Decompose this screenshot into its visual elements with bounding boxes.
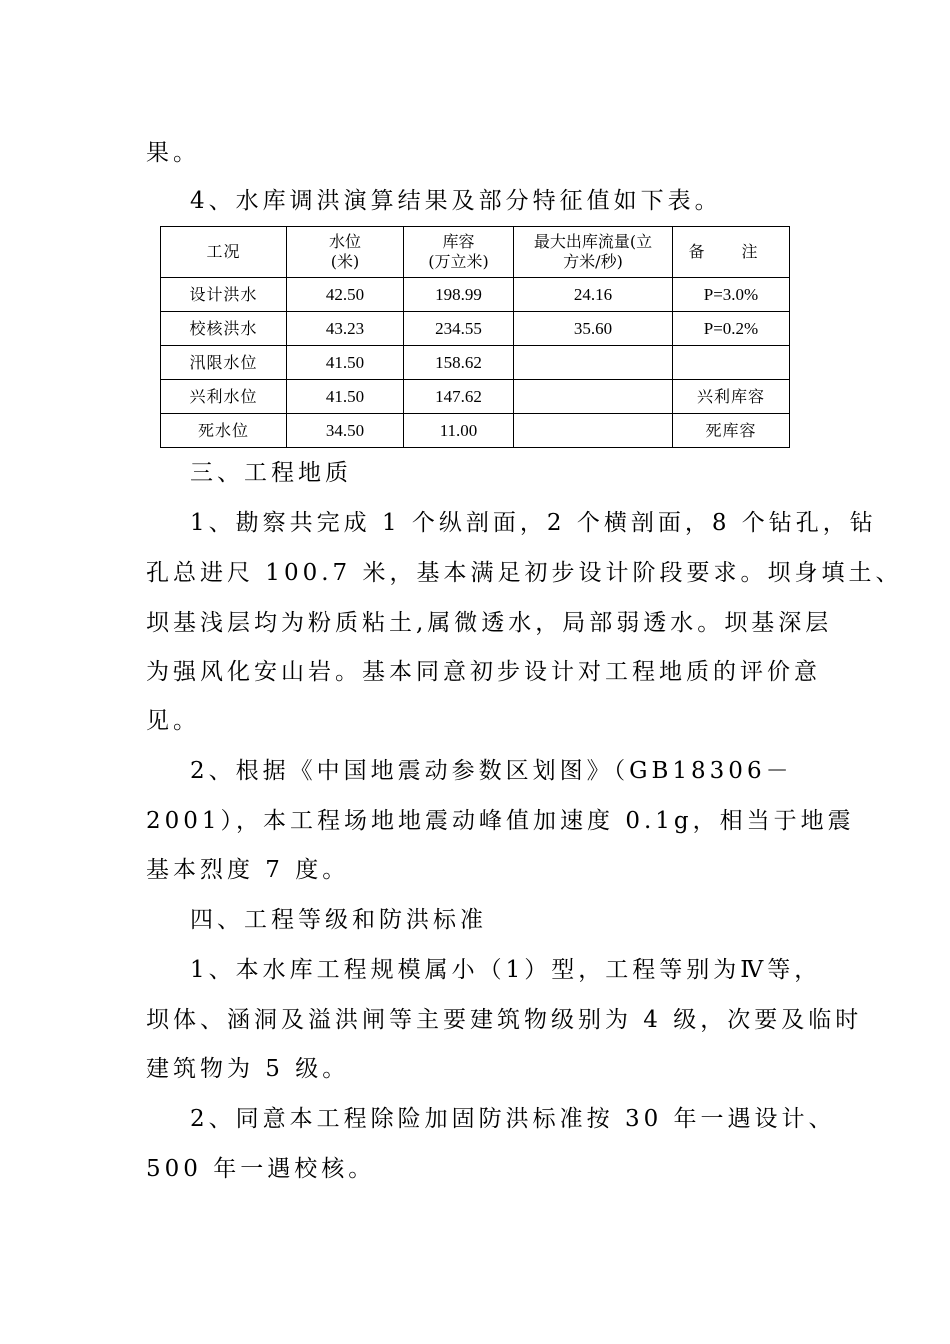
header-outflow-line2: 方米/秒)	[563, 252, 623, 271]
header-water-level-line1: 水位	[328, 232, 361, 251]
header-water-level-line2: (米)	[330, 252, 360, 271]
cell-remark: P=0.2%	[673, 312, 790, 346]
header-remark: 备 注	[673, 227, 790, 278]
paragraph-line: 孔总进尺 100.7 米，基本满足初步设计阶段要求。坝身填土、	[146, 560, 903, 586]
table-row	[161, 380, 790, 414]
cell-level: 41.50	[287, 380, 404, 414]
section-heading: 三、工程地质	[190, 460, 352, 486]
table-header-row	[161, 227, 790, 278]
header-outflow-line1: 最大出库流量(立	[533, 232, 653, 251]
cell-remark: P=3.0%	[673, 278, 790, 312]
cell-level: 42.50	[287, 278, 404, 312]
cell-storage: 147.62	[404, 380, 514, 414]
cell-storage: 198.99	[404, 278, 514, 312]
paragraph-line: 2001），本工程场地地震动峰值加速度 0.1g，相当于地震	[146, 808, 855, 834]
cell-remark	[673, 346, 790, 380]
header-outflow	[514, 227, 673, 278]
paragraph-line: 4、水库调洪演算结果及部分特征值如下表。	[190, 188, 722, 214]
cell-outflow	[514, 380, 673, 414]
cell-level: 43.23	[287, 312, 404, 346]
table-row	[161, 278, 790, 312]
paragraph-line: 1、勘察共完成 1 个纵剖面，2 个横剖面，8 个钻孔，钻	[190, 510, 877, 536]
cell-condition: 汛限水位	[161, 346, 287, 380]
cell-remark: 死库容	[673, 414, 790, 448]
flood-routing-table	[160, 226, 790, 448]
paragraph-line: 坝体、涵洞及溢洪闸等主要建筑物级别为 4 级，次要及临时	[146, 1007, 863, 1033]
cell-condition: 死水位	[161, 414, 287, 448]
paragraph-line: 果。	[146, 140, 200, 166]
header-storage-line1: 库容	[442, 232, 475, 251]
table-row	[161, 312, 790, 346]
cell-remark: 兴利库容	[673, 380, 790, 414]
cell-storage: 11.00	[404, 414, 514, 448]
paragraph-line: 1、本水库工程规模属小（1）型，工程等别为Ⅳ等，	[190, 957, 822, 983]
cell-level: 41.50	[287, 346, 404, 380]
header-water-level	[287, 227, 404, 278]
header-storage	[404, 227, 514, 278]
cell-condition: 设计洪水	[161, 278, 287, 312]
cell-outflow: 35.60	[514, 312, 673, 346]
cell-outflow: 24.16	[514, 278, 673, 312]
cell-condition: 校核洪水	[161, 312, 287, 346]
cell-level: 34.50	[287, 414, 404, 448]
paragraph-line: 500 年一遇校核。	[146, 1156, 376, 1182]
paragraph-line: 建筑物为 5 级。	[146, 1056, 350, 1082]
cell-outflow	[514, 346, 673, 380]
paragraph-line: 坝基浅层均为粉质粘土,属微透水，局部弱透水。坝基深层	[146, 610, 833, 636]
paragraph-line: 为强风化安山岩。基本同意初步设计对工程地质的评价意	[146, 659, 821, 685]
table-row	[161, 346, 790, 380]
cell-storage: 158.62	[404, 346, 514, 380]
header-condition: 工况	[161, 227, 287, 278]
paragraph-line: 见。	[146, 708, 200, 734]
section-heading: 四、工程等级和防洪标准	[190, 907, 487, 933]
cell-condition: 兴利水位	[161, 380, 287, 414]
cell-outflow	[514, 414, 673, 448]
paragraph-line: 2、根据《中国地震动参数区划图》（GB18306－	[190, 758, 793, 784]
paragraph-line: 基本烈度 7 度。	[146, 857, 350, 883]
cell-storage: 234.55	[404, 312, 514, 346]
header-storage-line2: (万立米)	[428, 252, 489, 271]
table-row	[161, 414, 790, 448]
paragraph-line: 2、同意本工程除险加固防洪标准按 30 年一遇设计、	[190, 1106, 836, 1132]
